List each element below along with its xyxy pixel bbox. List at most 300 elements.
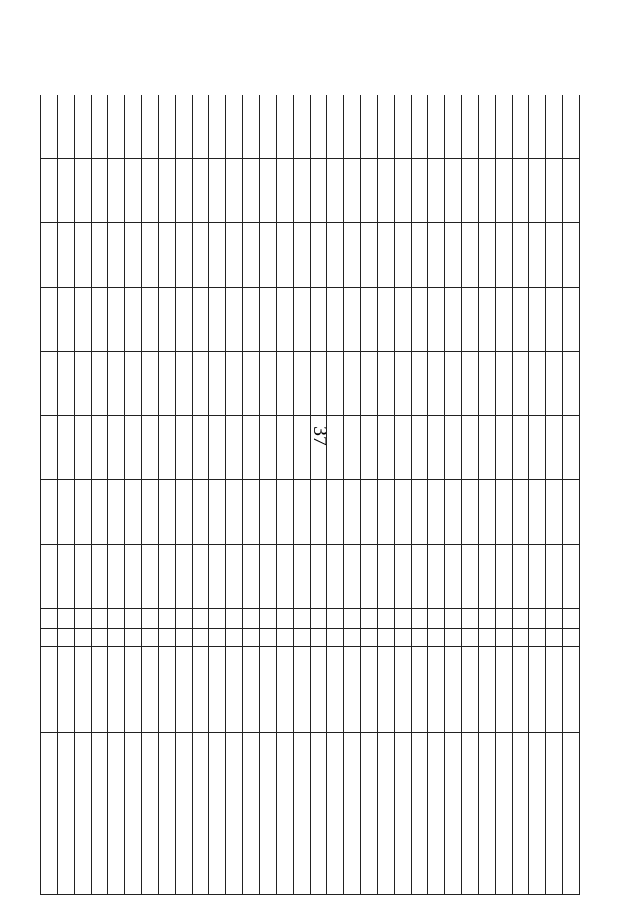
amount-cell-3: [445, 416, 462, 480]
amount-cell-3: [394, 416, 411, 480]
table-row: [377, 95, 394, 895]
amount-cell-5: [243, 287, 260, 351]
table-row: [209, 95, 226, 895]
row-name-cell: [445, 733, 462, 895]
amount-cell-7: [41, 159, 58, 223]
amount-cell-6: [74, 223, 91, 287]
amount-cell-2: [226, 480, 243, 544]
expense-type-cell: [226, 629, 243, 647]
expense-type-cell: [411, 629, 428, 647]
amount-cell-2: [74, 480, 91, 544]
table-row: [361, 95, 378, 895]
row-name-cell: [259, 733, 276, 895]
amount-cell-3: [411, 416, 428, 480]
table-row: [394, 95, 411, 895]
amount-cell-2: [293, 480, 310, 544]
section-cell: [563, 609, 580, 629]
amount-cell-5: [411, 287, 428, 351]
target-article-cell: [394, 647, 411, 733]
amount-cell-5: [546, 287, 563, 351]
amount-cell-4: [158, 352, 175, 416]
amount-cell-8: [495, 95, 512, 159]
amount-cell-1: [243, 544, 260, 608]
table-row: [226, 95, 243, 895]
target-article-cell: [327, 647, 344, 733]
amount-cell-1: [158, 544, 175, 608]
amount-cell-5: [512, 287, 529, 351]
target-article-cell: [310, 647, 327, 733]
row-name-cell: [91, 733, 108, 895]
amount-cell-3: [478, 416, 495, 480]
amount-cell-7: [478, 159, 495, 223]
amount-cell-2: [394, 480, 411, 544]
amount-cell-4: [41, 352, 58, 416]
section-cell: [243, 609, 260, 629]
table-row: [142, 95, 159, 895]
amount-cell-7: [495, 159, 512, 223]
table-frame: [40, 95, 580, 895]
amount-cell-3: [259, 416, 276, 480]
amount-cell-4: [394, 352, 411, 416]
expense-type-cell: [428, 629, 445, 647]
amount-cell-4: [344, 352, 361, 416]
table-row: [563, 95, 580, 895]
amount-cell-6: [125, 223, 142, 287]
amount-cell-1: [209, 544, 226, 608]
amount-cell-5: [158, 287, 175, 351]
section-cell: [74, 609, 91, 629]
table-row: [478, 95, 495, 895]
amount-cell-3: [175, 416, 192, 480]
amount-cell-3: [74, 416, 91, 480]
expense-type-cell: [209, 629, 226, 647]
amount-cell-4: [243, 352, 260, 416]
expense-type-cell: [175, 629, 192, 647]
amount-cell-8: [462, 95, 479, 159]
expense-type-cell: [41, 629, 58, 647]
section-cell: [546, 609, 563, 629]
table-row: [495, 95, 512, 895]
amount-cell-8: [259, 95, 276, 159]
row-name-cell: [310, 733, 327, 895]
amount-cell-3: [276, 416, 293, 480]
amount-cell-2: [344, 480, 361, 544]
amount-cell-2: [91, 480, 108, 544]
row-name-cell: [428, 733, 445, 895]
amount-cell-1: [377, 544, 394, 608]
amount-cell-7: [293, 159, 310, 223]
section-cell: [41, 609, 58, 629]
amount-cell-7: [209, 159, 226, 223]
section-cell: [462, 609, 479, 629]
amount-cell-3: [158, 416, 175, 480]
amount-cell-3: [512, 416, 529, 480]
amount-cell-6: [344, 223, 361, 287]
amount-cell-4: [57, 352, 74, 416]
amount-cell-6: [175, 223, 192, 287]
amount-cell-8: [125, 95, 142, 159]
target-article-cell: [462, 647, 479, 733]
table-row: [259, 95, 276, 895]
amount-cell-1: [344, 544, 361, 608]
amount-cell-7: [563, 159, 580, 223]
expense-type-cell: [327, 629, 344, 647]
amount-cell-1: [108, 544, 125, 608]
amount-cell-4: [175, 352, 192, 416]
amount-cell-7: [428, 159, 445, 223]
amount-cell-4: [377, 352, 394, 416]
amount-cell-3: [192, 416, 209, 480]
amount-cell-8: [361, 95, 378, 159]
amount-cell-3: [344, 416, 361, 480]
row-name-cell: [142, 733, 159, 895]
amount-cell-7: [529, 159, 546, 223]
amount-cell-8: [226, 95, 243, 159]
amount-cell-1: [563, 544, 580, 608]
amount-cell-5: [125, 287, 142, 351]
amount-cell-5: [209, 287, 226, 351]
table-row: [428, 95, 445, 895]
row-name-cell: [546, 733, 563, 895]
amount-cell-5: [226, 287, 243, 351]
amount-cell-5: [445, 287, 462, 351]
amount-cell-6: [428, 223, 445, 287]
amount-cell-2: [495, 480, 512, 544]
amount-cell-2: [445, 480, 462, 544]
amount-cell-1: [394, 544, 411, 608]
amount-cell-4: [209, 352, 226, 416]
amount-cell-8: [108, 95, 125, 159]
amount-cell-7: [259, 159, 276, 223]
amount-cell-2: [175, 480, 192, 544]
expense-type-cell: [361, 629, 378, 647]
target-article-cell: [428, 647, 445, 733]
amount-cell-8: [546, 95, 563, 159]
amount-cell-5: [74, 287, 91, 351]
amount-cell-8: [192, 95, 209, 159]
table-row: [411, 95, 428, 895]
amount-cell-1: [276, 544, 293, 608]
section-cell: [108, 609, 125, 629]
amount-cell-4: [142, 352, 159, 416]
row-name-cell: [192, 733, 209, 895]
expense-type-cell: [158, 629, 175, 647]
row-name-cell: [344, 733, 361, 895]
amount-cell-2: [259, 480, 276, 544]
amount-cell-6: [512, 223, 529, 287]
target-article-cell: [41, 647, 58, 733]
amount-cell-2: [243, 480, 260, 544]
target-article-cell: [563, 647, 580, 733]
amount-cell-5: [563, 287, 580, 351]
amount-cell-6: [142, 223, 159, 287]
expense-type-cell: [394, 629, 411, 647]
amount-cell-5: [310, 287, 327, 351]
section-cell: [175, 609, 192, 629]
target-article-cell: [546, 647, 563, 733]
amount-cell-5: [175, 287, 192, 351]
amount-cell-6: [546, 223, 563, 287]
amount-cell-7: [125, 159, 142, 223]
expense-type-cell: [74, 629, 91, 647]
row-name-cell: [57, 733, 74, 895]
table-row: [445, 95, 462, 895]
amount-cell-8: [209, 95, 226, 159]
table-row: [91, 95, 108, 895]
amount-cell-2: [462, 480, 479, 544]
section-cell: [293, 609, 310, 629]
amount-cell-7: [175, 159, 192, 223]
target-article-cell: [344, 647, 361, 733]
table-row: [74, 95, 91, 895]
expense-type-cell: [462, 629, 479, 647]
section-cell: [445, 609, 462, 629]
amount-cell-6: [411, 223, 428, 287]
amount-cell-7: [276, 159, 293, 223]
amount-cell-5: [192, 287, 209, 351]
table-row: [293, 95, 310, 895]
row-name-cell: [394, 733, 411, 895]
row-name-cell: [276, 733, 293, 895]
table-row: [310, 95, 327, 895]
expense-type-cell: [243, 629, 260, 647]
amount-cell-2: [411, 480, 428, 544]
amount-cell-1: [327, 544, 344, 608]
table-row: [108, 95, 125, 895]
amount-cell-3: [529, 416, 546, 480]
row-name-cell: [41, 733, 58, 895]
expense-type-cell: [546, 629, 563, 647]
amount-cell-6: [108, 223, 125, 287]
section-cell: [310, 609, 327, 629]
table-row: [529, 95, 546, 895]
section-cell: [478, 609, 495, 629]
section-cell: [276, 609, 293, 629]
table-row: [344, 95, 361, 895]
amount-cell-4: [546, 352, 563, 416]
target-article-cell: [91, 647, 108, 733]
amount-cell-5: [394, 287, 411, 351]
row-name-cell: [243, 733, 260, 895]
amount-cell-1: [175, 544, 192, 608]
amount-cell-8: [142, 95, 159, 159]
row-name-cell: [377, 733, 394, 895]
row-name-cell: [74, 733, 91, 895]
table-row: [41, 95, 58, 895]
amount-cell-2: [276, 480, 293, 544]
amount-cell-4: [125, 352, 142, 416]
target-article-cell: [478, 647, 495, 733]
amount-cell-7: [74, 159, 91, 223]
row-name-cell: [361, 733, 378, 895]
amount-cell-2: [158, 480, 175, 544]
expense-type-cell: [125, 629, 142, 647]
row-name-cell: [495, 733, 512, 895]
amount-cell-2: [142, 480, 159, 544]
amount-cell-7: [462, 159, 479, 223]
amount-cell-1: [495, 544, 512, 608]
expense-type-cell: [108, 629, 125, 647]
amount-cell-1: [529, 544, 546, 608]
amount-cell-7: [377, 159, 394, 223]
amount-cell-3: [125, 416, 142, 480]
row-name-cell: [462, 733, 479, 895]
amount-cell-4: [495, 352, 512, 416]
amount-cell-1: [259, 544, 276, 608]
section-cell: [344, 609, 361, 629]
amount-cell-1: [226, 544, 243, 608]
section-cell: [158, 609, 175, 629]
amount-cell-5: [495, 287, 512, 351]
amount-cell-7: [546, 159, 563, 223]
amount-cell-6: [361, 223, 378, 287]
target-article-cell: [259, 647, 276, 733]
section-cell: [192, 609, 209, 629]
expense-type-cell: [259, 629, 276, 647]
amount-cell-6: [57, 223, 74, 287]
row-name-cell: [175, 733, 192, 895]
amount-cell-8: [91, 95, 108, 159]
amount-cell-8: [478, 95, 495, 159]
expense-type-cell: [91, 629, 108, 647]
expense-type-cell: [344, 629, 361, 647]
amount-cell-5: [361, 287, 378, 351]
section-cell: [142, 609, 159, 629]
amount-cell-1: [74, 544, 91, 608]
target-article-cell: [276, 647, 293, 733]
target-article-cell: [445, 647, 462, 733]
amount-cell-5: [41, 287, 58, 351]
row-name-cell: [529, 733, 546, 895]
row-name-cell: [293, 733, 310, 895]
expense-type-cell: [377, 629, 394, 647]
amount-cell-4: [74, 352, 91, 416]
amount-cell-1: [361, 544, 378, 608]
amount-cell-6: [478, 223, 495, 287]
amount-cell-4: [327, 352, 344, 416]
section-cell: [428, 609, 445, 629]
amount-cell-3: [293, 416, 310, 480]
section-cell: [259, 609, 276, 629]
amount-cell-7: [394, 159, 411, 223]
amount-cell-6: [529, 223, 546, 287]
amount-cell-2: [108, 480, 125, 544]
amount-cell-6: [276, 223, 293, 287]
amount-cell-4: [192, 352, 209, 416]
target-article-cell: [209, 647, 226, 733]
amount-cell-2: [192, 480, 209, 544]
row-name-cell: [158, 733, 175, 895]
amount-cell-3: [495, 416, 512, 480]
section-cell: [529, 609, 546, 629]
section-cell: [226, 609, 243, 629]
amount-cell-8: [428, 95, 445, 159]
amount-cell-5: [57, 287, 74, 351]
amount-cell-7: [158, 159, 175, 223]
target-article-cell: [108, 647, 125, 733]
budget-table-body: [41, 95, 580, 895]
amount-cell-2: [327, 480, 344, 544]
amount-cell-7: [310, 159, 327, 223]
amount-cell-8: [41, 95, 58, 159]
section-cell: [91, 609, 108, 629]
amount-cell-2: [546, 480, 563, 544]
amount-cell-4: [293, 352, 310, 416]
expense-type-cell: [512, 629, 529, 647]
amount-cell-1: [512, 544, 529, 608]
expense-type-cell: [445, 629, 462, 647]
amount-cell-5: [377, 287, 394, 351]
table-row: [462, 95, 479, 895]
amount-cell-8: [394, 95, 411, 159]
amount-cell-8: [344, 95, 361, 159]
target-article-cell: [57, 647, 74, 733]
amount-cell-7: [512, 159, 529, 223]
amount-cell-5: [478, 287, 495, 351]
amount-cell-4: [478, 352, 495, 416]
row-name-cell: [108, 733, 125, 895]
amount-cell-1: [91, 544, 108, 608]
amount-cell-5: [327, 287, 344, 351]
expense-type-cell: [478, 629, 495, 647]
amount-cell-5: [259, 287, 276, 351]
amount-cell-2: [41, 480, 58, 544]
amount-cell-6: [495, 223, 512, 287]
amount-cell-3: [226, 416, 243, 480]
expense-type-cell: [495, 629, 512, 647]
target-article-cell: [125, 647, 142, 733]
expense-type-cell: [310, 629, 327, 647]
amount-cell-8: [74, 95, 91, 159]
amount-cell-4: [445, 352, 462, 416]
amount-cell-6: [243, 223, 260, 287]
amount-cell-8: [411, 95, 428, 159]
amount-cell-4: [276, 352, 293, 416]
target-article-cell: [495, 647, 512, 733]
amount-cell-8: [445, 95, 462, 159]
amount-cell-1: [142, 544, 159, 608]
amount-cell-1: [546, 544, 563, 608]
amount-cell-1: [310, 544, 327, 608]
amount-cell-2: [529, 480, 546, 544]
section-cell: [495, 609, 512, 629]
amount-cell-1: [125, 544, 142, 608]
amount-cell-4: [512, 352, 529, 416]
table-row: [243, 95, 260, 895]
amount-cell-3: [428, 416, 445, 480]
row-name-cell: [327, 733, 344, 895]
amount-cell-3: [546, 416, 563, 480]
amount-cell-3: [462, 416, 479, 480]
amount-cell-7: [344, 159, 361, 223]
amount-cell-4: [428, 352, 445, 416]
amount-cell-6: [293, 223, 310, 287]
amount-cell-8: [512, 95, 529, 159]
amount-cell-8: [377, 95, 394, 159]
amount-cell-7: [108, 159, 125, 223]
amount-cell-3: [563, 416, 580, 480]
target-article-cell: [361, 647, 378, 733]
amount-cell-6: [445, 223, 462, 287]
amount-cell-8: [293, 95, 310, 159]
amount-cell-4: [411, 352, 428, 416]
amount-cell-3: [57, 416, 74, 480]
budget-table: [40, 95, 580, 895]
page-number: 37: [309, 426, 331, 446]
amount-cell-6: [327, 223, 344, 287]
amount-cell-7: [142, 159, 159, 223]
expense-type-cell: [142, 629, 159, 647]
